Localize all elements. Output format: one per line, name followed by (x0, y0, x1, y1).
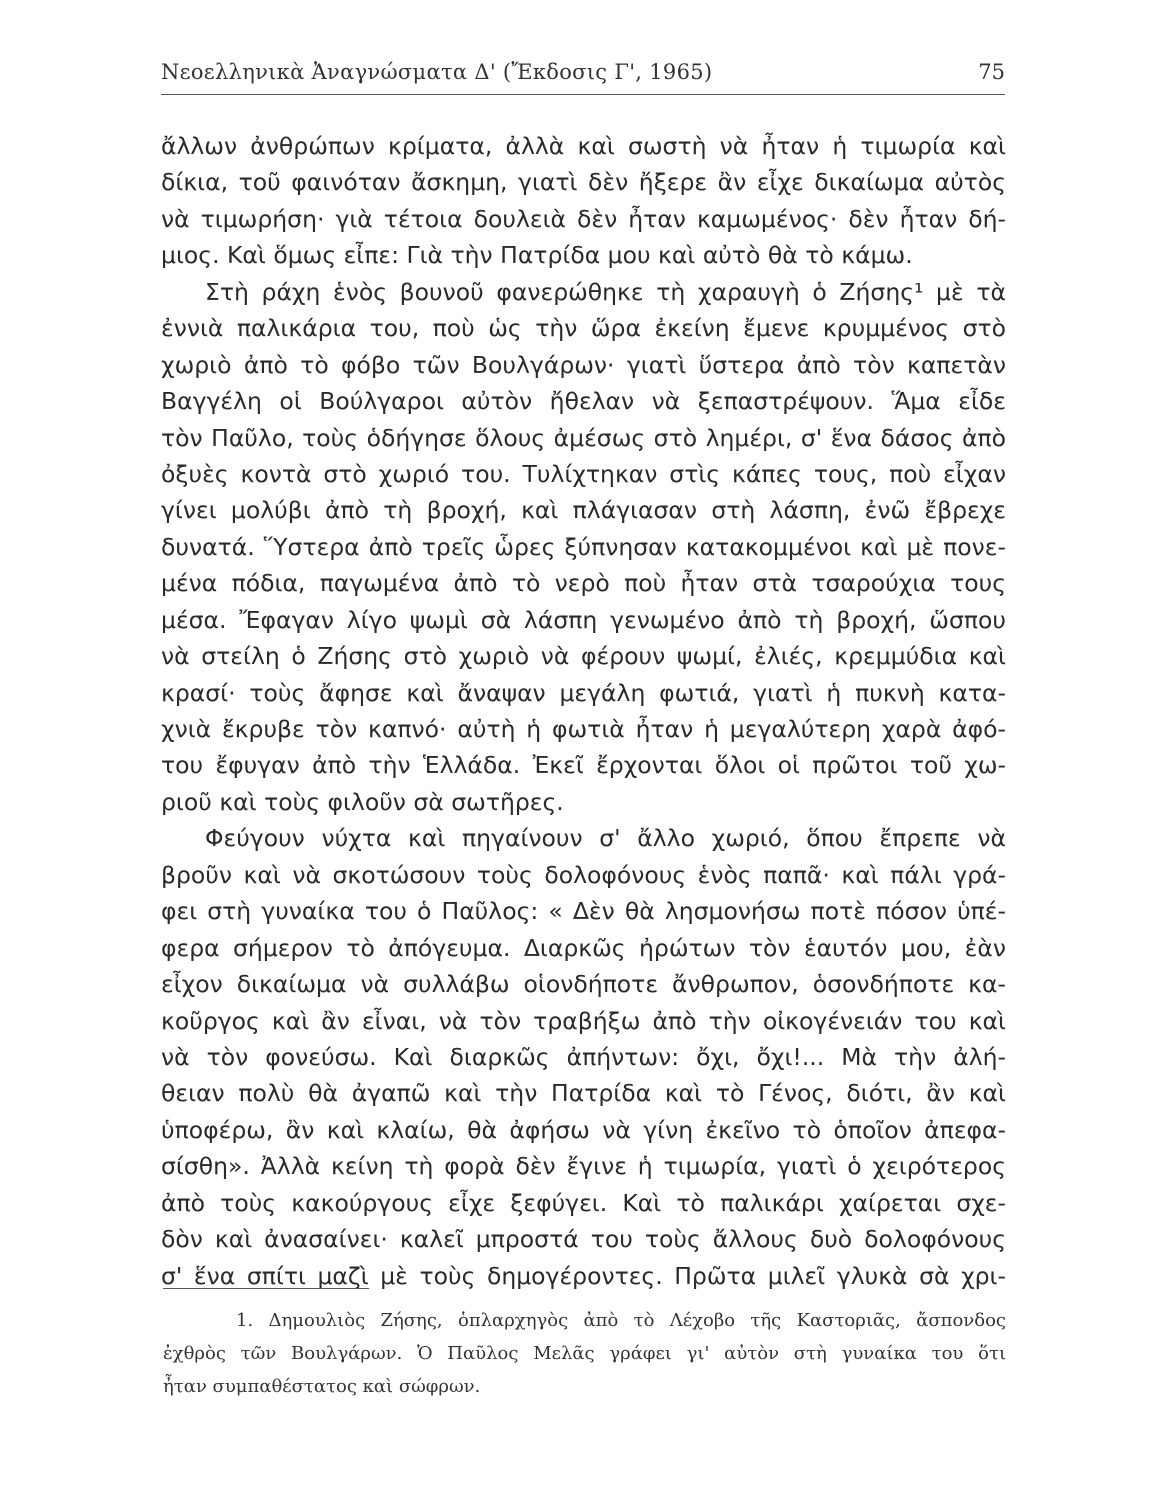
text-line: ἐννιὰ παλικάρια του, ποὺ ὡς τὴν ὥρα ἐκείνη ἔμενε κρυμμένος στὸ (161, 314, 1006, 343)
text-line: ὀξυὲς κοντὰ στὸ χωριό του. Τυλίχτηκαν στὶς κάπες τους, ποὺ εἶχαν (161, 459, 1006, 488)
footnote-divider (163, 1288, 369, 1289)
text-line: ριοῦ καὶ τοὺς φιλοῦν σὰ σωτῆρες. (161, 787, 564, 816)
text-line: μιος. Καὶ ὅμως εἶπε: Γιὰ τὴν Πατρίδα μου καὶ αὐτὸ θὰ τὸ κάμω. (161, 241, 913, 270)
text-line: ἀπὸ τοὺς κακούργους εἶχε ξεφύγει. Καὶ τὸ παλικάρι χαίρεται σχε- (161, 1188, 1006, 1217)
text-line: νὰ τιμωρήση· γιὰ τέτοια δουλειὰ δὲν ἦταν καμωμένος· δὲν ἦταν δή- (161, 204, 1006, 233)
running-title: Νεοελληνικὰ Ἀναγνώσματα Δ' (Ἔκδοσις Γ', 1965) (161, 60, 713, 84)
text-line: νὰ τὸν φονεύσω. Καὶ διαρκῶς ἀπήντων: ὄχι, ὄχι!... Μὰ τὴν ἀλή- (161, 1042, 1006, 1071)
footnote-line: 1. Δημουλιὸς Ζήσης, ὁπλαρχηγὸς ἀπὸ τὸ Λέχοβο τῆς Καστοριᾶς, ἄσπονδος (236, 1310, 1006, 1331)
footnote-line: ἐχθρὸς τῶν Βουλγάρων. Ὁ Παῦλος Μελᾶς γράφει γι' αὐτὸν στὴ γυναίκα του ὅτι (163, 1343, 1006, 1364)
text-line: νὰ στείλη ὁ Ζήσης στὸ χωριὸ νὰ φέρουν ψωμί, ἐλιές, κρεμμύδια καὶ (161, 642, 1006, 671)
footnote (163, 1304, 1006, 1403)
text-line: τὸν Παῦλο, τοὺς ὁδήγησε ὅλους ἀμέσως στὸ λημέρι, σ' ἕνα δάσος ἀπὸ (161, 423, 1006, 452)
text-line: γίνει μολύβι ἀπὸ τὴ βροχή, καὶ πλάγιασαν στὴ λάσπη, ἐνῶ ἔβρεχε (161, 496, 1006, 525)
text-line: του ἔφυγαν ἀπὸ τὴν Ἑλλάδα. Ἐκεῖ ἔρχονται ὅλοι οἱ πρῶτοι τοῦ χω- (161, 751, 1006, 780)
page-number: 75 (978, 60, 1005, 84)
text-line: δίκια, τοῦ φαινόταν ἄσκημη, γιατὶ δὲν ἤξερε ἂν εἶχε δικαίωμα αὐτὸς (161, 168, 1006, 197)
running-header (161, 60, 1005, 95)
text-line: μέσα. Ἔφαγαν λίγο ψωμὶ σὰ λάσπη γενωμένο ἀπὸ τὴ βροχή, ὥσπου (161, 605, 1006, 634)
text-line: δὸν καὶ ἀνασαίνει· καλεῖ μπροστά του τοὺς ἄλλους δυὸ δολοφόνους (161, 1225, 1006, 1254)
footnote-line: ἦταν συμπαθέστατος καὶ σώφρων. (163, 1376, 481, 1397)
text-line: θειαν πολὺ θὰ ἀγαπῶ καὶ τὴν Πατρίδα καὶ τὸ Γένος, διότι, ἂν καὶ (161, 1079, 1006, 1108)
text-line: κοῦργος καὶ ἂν εἶναι, νὰ τὸν τραβήξω ἀπὸ τὴν οἰκογένειάν του καὶ (161, 1006, 1006, 1035)
text-line: φερα σήμερον τὸ ἀπόγευμα. Διαρκῶς ἠρώτων τὸν ἑαυτόν μου, ἐὰν (161, 933, 1006, 962)
text-line: Στὴ ράχη ἑνὸς βουνοῦ φανερώθηκε τὴ χαραυγὴ ὁ Ζήσης¹ μὲ τὰ (205, 277, 1006, 306)
text-line: βροῦν καὶ νὰ σκοτώσουν τοὺς δολοφόνους ἑνὸς παπᾶ· καὶ πάλι γρά- (161, 860, 1006, 889)
text-line: Βαγγέλη οἱ Βούλγαροι αὐτὸν ἤθελαν νὰ ξεπαστρέψουν. Ἅμα εἶδε (161, 387, 1006, 416)
main-text (161, 128, 1006, 1294)
text-line: σ' ἕνα σπίτι μαζὶ μὲ τοὺς δημογέροντες. Πρῶτα μιλεῖ γλυκὰ σὰ χρι- (161, 1261, 1006, 1290)
text-line: σίσθη». Ἀλλὰ κείνη τὴ φορὰ δὲν ἔγινε ἡ τιμωρία, γιατὶ ὁ χειρότερος (161, 1152, 1006, 1181)
text-line: χνιὰ ἔκρυβε τὸν καπνό· αὐτὴ ἡ φωτιὰ ἦταν ἡ μεγαλύτερη χαρὰ ἀφό- (161, 715, 1006, 743)
text-line: δυνατά. Ὕστερα ἀπὸ τρεῖς ὧρες ξύπνησαν κατακομμένοι καὶ μὲ πονε- (161, 532, 1006, 561)
text-line: εἶχον δικαίωμα νὰ συλλάβω οἱονδήποτε ἄνθρωπον, ὁσονδήποτε κα- (161, 970, 1006, 999)
text-line: χωριὸ ἀπὸ τὸ φόβο τῶν Βουλγάρων· γιατὶ ὕστερα ἀπὸ τὸν καπετὰν (161, 350, 1006, 379)
text-line: Φεύγουν νύχτα καὶ πηγαίνουν σ' ἄλλο χωριό, ὅπου ἔπρεπε νὰ (205, 824, 1006, 853)
text-line: ἄλλων ἀνθρώπων κρίματα, ἀλλὰ καὶ σωστὴ νὰ ἦταν ἡ τιμωρία καὶ (161, 132, 1006, 160)
text-line: μένα πόδια, παγωμένα ἀπὸ τὸ νερὸ ποὺ ἦταν στὰ τσαρούχια τους (161, 569, 1006, 598)
text-line: ὑποφέρω, ἂν καὶ κλαίω, θὰ ἀφήσω νὰ γίνη ἐκεῖνο τὸ ὁποῖον ἀπεφα- (161, 1115, 1006, 1144)
text-line: κρασί· τοὺς ἄφησε καὶ ἄναψαν μεγάλη φωτιά, γιατὶ ἡ πυκνὴ κατα- (161, 678, 1006, 707)
text-line: φει στὴ γυναίκα του ὁ Παῦλος: « Δὲν θὰ λησμονήσω ποτὲ πόσον ὑπέ- (161, 897, 1006, 926)
